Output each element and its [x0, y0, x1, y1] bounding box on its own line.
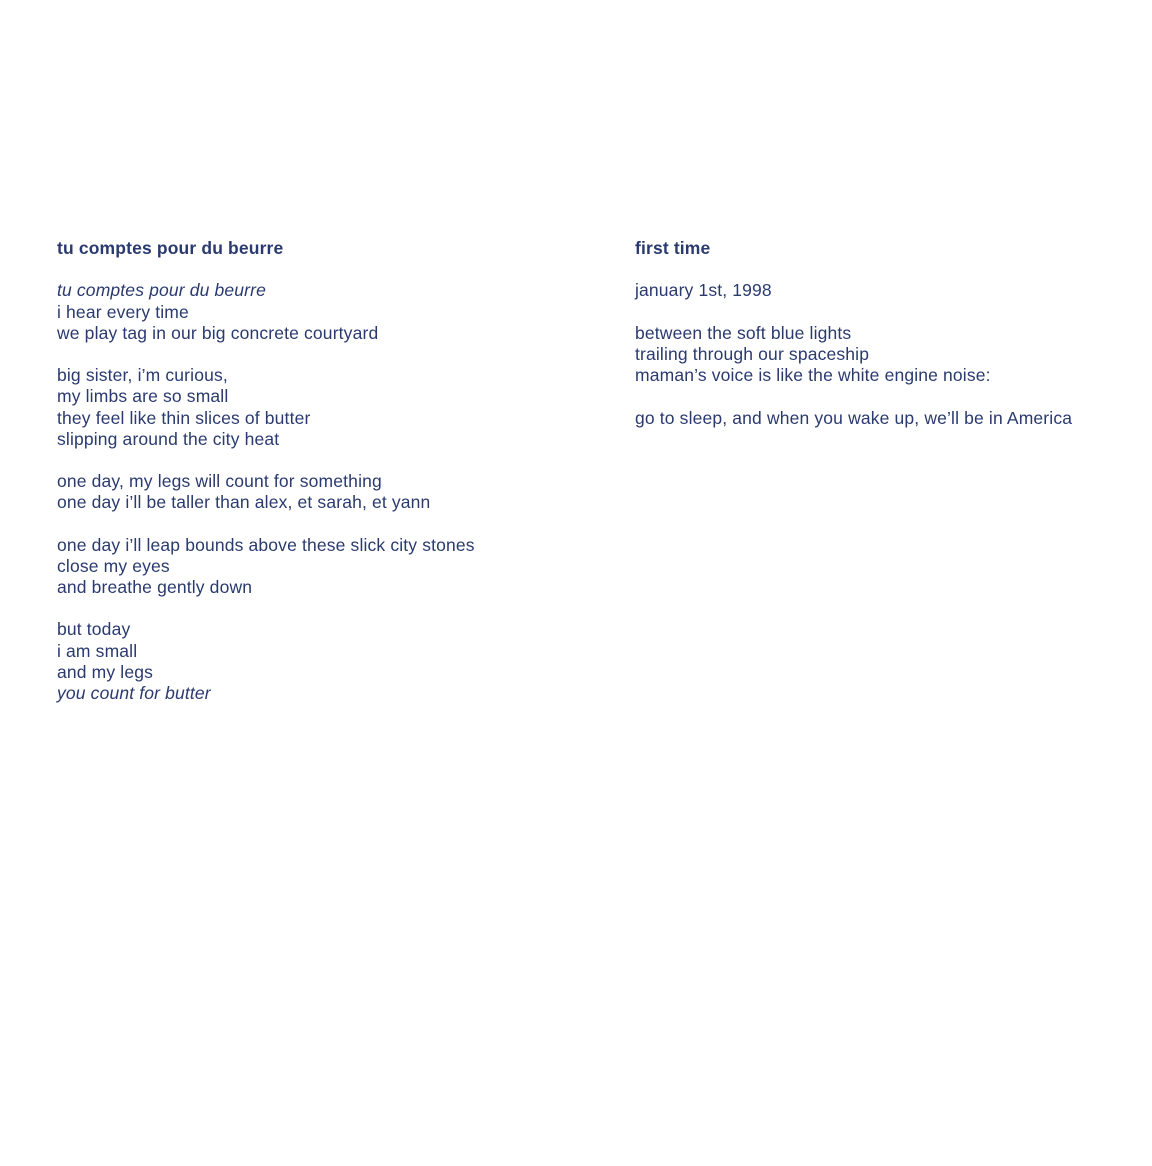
poem-first-time [635, 238, 1145, 429]
poem-line: and breathe gently down [57, 577, 253, 597]
poem-line: they feel like thin slices of butter [57, 407, 311, 428]
poem-line: go to sleep, and when you wake up, we’ll be in America [635, 407, 1073, 428]
poem-line: i hear every time [57, 301, 189, 322]
poem-line: one day i’ll be taller than alex, et sarah, et yann [57, 492, 431, 513]
poem-line: i am small [57, 640, 138, 661]
stanza-3 [635, 408, 1145, 429]
poem-line: we play tag in our big concrete courtyard [57, 322, 379, 343]
poem-line: slipping around the city heat [57, 428, 280, 449]
stanza-3 [57, 471, 597, 513]
poem-line: my limbs are so small [57, 386, 229, 407]
poem-line: big sister, i’m curious, [57, 365, 228, 386]
stanza-2 [635, 323, 1145, 387]
poem-line: tu comptes pour du beurre [57, 280, 267, 301]
poem-title: first time [635, 238, 711, 258]
poem-line: maman’s voice is like the white engine noise: [635, 365, 991, 386]
poem-line: between the soft blue lights [635, 322, 852, 343]
poem-line: january 1st, 1998 [635, 280, 772, 301]
stanza-5 [57, 619, 597, 704]
poem-tu-comptes-pour-du-beurre [57, 238, 597, 704]
poem-line: and my legs [57, 661, 154, 682]
poem-line: one day i’ll leap bounds above these slick city stones [57, 534, 475, 555]
poem-line: you count for butter [57, 682, 211, 703]
poem-line: one day, my legs will count for something [57, 471, 382, 492]
stanza-1 [635, 280, 1145, 301]
stanza-4 [57, 535, 597, 599]
poem-line: but today [57, 619, 131, 640]
poem-line: close my eyes [57, 555, 170, 576]
poem-title: tu comptes pour du beurre [57, 238, 284, 258]
poem-line: trailing through our spaceship [635, 343, 870, 364]
stanza-1 [57, 280, 597, 344]
stanza-2 [57, 365, 597, 450]
